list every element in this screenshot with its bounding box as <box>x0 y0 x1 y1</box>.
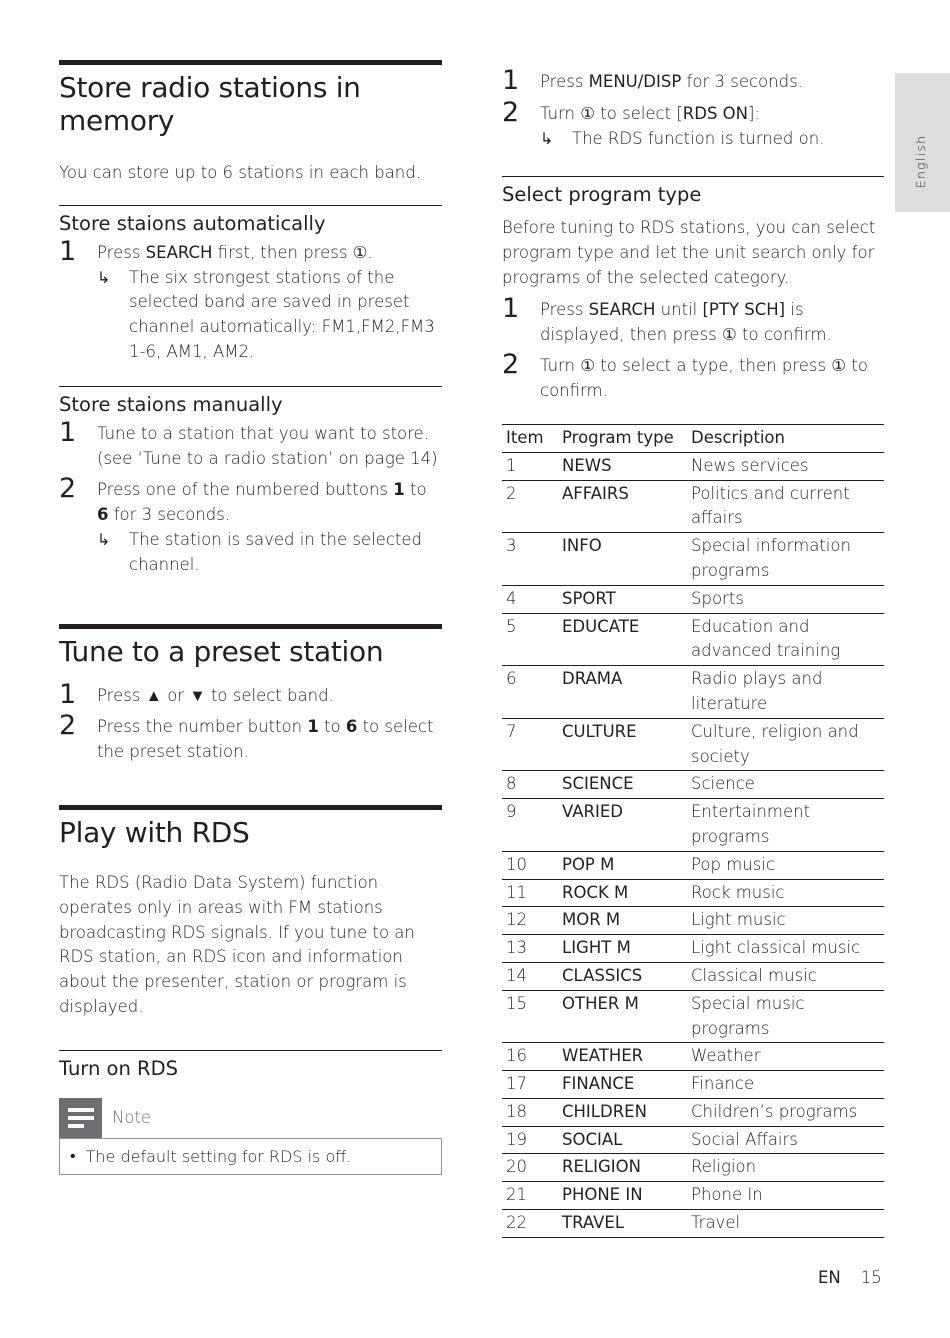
subsection-title-pty: Select program type <box>502 176 884 208</box>
cell-item: 5 <box>502 613 562 666</box>
table-row <box>502 851 884 879</box>
pty-intro: Before tuning to RDS stations, you can select program type and let the unit search only for programs of the selected category. <box>502 218 876 287</box>
cell-description: Culture, religion and society <box>691 718 884 771</box>
page-number: 15 <box>860 1268 882 1287</box>
cell-program-type: TRAVEL <box>562 1210 691 1238</box>
step-number: 1 <box>502 292 520 324</box>
step-number: 2 <box>502 349 520 381</box>
table-row <box>502 666 884 719</box>
cell-description: Radio plays and literature <box>691 666 884 719</box>
cell-item: 7 <box>502 718 562 771</box>
subsection-title-turnon: Turn on RDS <box>59 1050 442 1082</box>
right-column <box>502 65 884 1238</box>
table-row <box>502 771 884 799</box>
step-number: 2 <box>59 710 77 742</box>
cell-program-type: LIGHT M <box>562 935 691 963</box>
cell-item: 2 <box>502 480 562 533</box>
preset-step-1: 1 Press ▲ or ▼ to select band. <box>59 678 334 710</box>
table-row <box>502 962 884 990</box>
rds-intro: The RDS (Radio Data System) function operates only in areas with FM stations broadcasting RDS signals. If you tune to an RDS station, an RDS icon and information about the presenter, station or program is displayed. <box>59 872 415 1016</box>
table-row <box>502 533 884 586</box>
cell-program-type: DRAMA <box>562 666 691 719</box>
section-title-rds: Play with RDS <box>59 805 442 849</box>
cell-description: Science <box>691 771 884 799</box>
language-tab-label: English <box>914 134 928 188</box>
subsection-title-manual: Store staions manually <box>59 386 442 418</box>
cell-program-type: PHONE IN <box>562 1182 691 1210</box>
pty-step-1: 1 Press SEARCH until [PTY SCH] is displayed, then press ① to confirm. <box>502 292 832 344</box>
table-row <box>502 907 884 935</box>
cell-description: Special music programs <box>691 990 884 1043</box>
cell-item: 15 <box>502 990 562 1043</box>
step-number: 1 <box>59 235 77 267</box>
cell-item: 6 <box>502 666 562 719</box>
table-row <box>502 799 884 852</box>
program-type-table <box>502 424 884 1238</box>
note-box <box>59 1138 442 1175</box>
cell-item: 14 <box>502 962 562 990</box>
cell-program-type: SOCIAL <box>562 1126 691 1154</box>
table-row <box>502 990 884 1043</box>
step-number: 2 <box>502 96 520 128</box>
cell-program-type: OTHER M <box>562 990 691 1043</box>
cell-description: Education and advanced training <box>691 613 884 666</box>
cell-item: 9 <box>502 799 562 852</box>
cell-item: 22 <box>502 1210 562 1238</box>
table-row <box>502 935 884 963</box>
preset-step-2: 2 Press the number button 1 to 6 to select the preset station. <box>59 710 434 762</box>
pty-step-2: 2 Turn ① to select a type, then press ① to confirm. <box>502 349 868 401</box>
rds-step-2-result: ↳ The RDS function is turned on. <box>502 127 884 152</box>
cell-program-type: SCIENCE <box>562 771 691 799</box>
cell-program-type: INFO <box>562 533 691 586</box>
cell-description: Sports <box>691 585 884 613</box>
cell-program-type: CHILDREN <box>562 1098 691 1126</box>
cell-program-type: CLASSICS <box>562 962 691 990</box>
language-tab <box>895 73 950 212</box>
table-row <box>502 1071 884 1099</box>
table-row <box>502 1126 884 1154</box>
cell-program-type: EDUCATE <box>562 613 691 666</box>
step-number: 1 <box>59 416 77 448</box>
table-row <box>502 613 884 666</box>
cell-description: Special information programs <box>691 533 884 586</box>
cell-item: 10 <box>502 851 562 879</box>
cell-program-type: WEATHER <box>562 1043 691 1071</box>
cell-item: 19 <box>502 1126 562 1154</box>
menu-disp-key: MENU/DISP <box>588 72 682 91</box>
note-label: Note <box>112 1108 152 1128</box>
cell-item: 20 <box>502 1154 562 1182</box>
cell-description: Children’s programs <box>691 1098 884 1126</box>
cell-description: Entertainment programs <box>691 799 884 852</box>
note-text: The default setting for RDS is off. <box>85 1146 352 1166</box>
cell-item: 13 <box>502 935 562 963</box>
manual-step-2: 2 Press one of the numbered buttons 1 to 6 for 3 seconds. <box>59 473 427 525</box>
cell-description: Finance <box>691 1071 884 1099</box>
cell-description: Pop music <box>691 851 884 879</box>
footer-lang: EN <box>818 1268 841 1287</box>
header-description: Description <box>691 424 884 452</box>
table-row <box>502 1182 884 1210</box>
cell-program-type: ROCK M <box>562 879 691 907</box>
auto-step-1: 1 Press SEARCH first, then press ①. <box>59 235 373 267</box>
result-arrow-icon: ↳ <box>97 267 111 287</box>
cell-item: 3 <box>502 533 562 586</box>
section-title-preset: Tune to a preset station <box>59 624 442 668</box>
cell-program-type: AFFAIRS <box>562 480 691 533</box>
cell-description: Light classical music <box>691 935 884 963</box>
cell-item: 17 <box>502 1071 562 1099</box>
cell-program-type: MOR M <box>562 907 691 935</box>
table-row <box>502 1154 884 1182</box>
rds-on-key: RDS ON <box>682 103 748 123</box>
header-program-type: Program type <box>562 424 691 452</box>
cell-item: 1 <box>502 452 562 480</box>
cell-item: 21 <box>502 1182 562 1210</box>
cell-description: Weather <box>691 1043 884 1071</box>
left-column <box>59 60 442 1175</box>
table-row <box>502 452 884 480</box>
cell-description: Light music <box>691 907 884 935</box>
cell-program-type: VARIED <box>562 799 691 852</box>
cell-item: 16 <box>502 1043 562 1071</box>
cell-item: 12 <box>502 907 562 935</box>
auto-result: ↳ The six strongest stations of the selected band are saved in preset channel automatically: FM1,FM2,FM3 1-6, AM1, AM2. <box>97 267 435 361</box>
step-number: 1 <box>59 678 77 710</box>
table-header-row <box>502 424 884 452</box>
table-row <box>502 585 884 613</box>
pty-sch-key: [PTY SCH] <box>702 299 786 319</box>
cell-description: Social Affairs <box>691 1126 884 1154</box>
cell-description: Classical music <box>691 962 884 990</box>
search-key: SEARCH <box>145 242 213 262</box>
cell-description: Travel <box>691 1210 884 1238</box>
cell-item: 11 <box>502 879 562 907</box>
cell-description: News services <box>691 452 884 480</box>
cell-item: 8 <box>502 771 562 799</box>
cell-program-type: POP M <box>562 851 691 879</box>
note-header <box>59 1098 442 1138</box>
cell-program-type: FINANCE <box>562 1071 691 1099</box>
cell-program-type: SPORT <box>562 585 691 613</box>
table-row <box>502 1098 884 1126</box>
step-number: 2 <box>59 473 77 505</box>
note-icon <box>59 1098 102 1138</box>
cell-program-type: CULTURE <box>562 718 691 771</box>
cell-program-type: NEWS <box>562 452 691 480</box>
search-key: SEARCH <box>588 299 656 319</box>
cell-item: 18 <box>502 1098 562 1126</box>
manual-result: ↳ The station is saved in the selected channel. <box>97 529 422 574</box>
step-number: 1 <box>502 65 520 96</box>
section-title-store: Store radio stations in memory <box>59 60 442 137</box>
table-row <box>502 879 884 907</box>
store-intro: You can store up to 6 stations in each band. <box>59 163 421 182</box>
cell-program-type: RELIGION <box>562 1154 691 1182</box>
cell-description: Rock music <box>691 879 884 907</box>
cell-description: Politics and current affairs <box>691 480 884 533</box>
table-row <box>502 718 884 771</box>
table-row <box>502 1210 884 1238</box>
cell-description: Religion <box>691 1154 884 1182</box>
cell-description: Phone In <box>691 1182 884 1210</box>
rds-step-2: 2 Turn ① to select [RDS ON]: <box>502 96 760 128</box>
table-row <box>502 480 884 533</box>
cell-item: 4 <box>502 585 562 613</box>
subsection-title-auto: Store staions automatically <box>59 205 442 237</box>
result-arrow-icon: ↳ <box>97 529 111 549</box>
page-footer <box>818 1268 882 1287</box>
header-item: Item <box>502 424 562 452</box>
result-arrow-icon: ↳ <box>540 128 554 148</box>
rds-step-1: 1 Press MENU/DISP for 3 seconds. <box>502 65 803 96</box>
bullet-icon: • <box>70 1146 76 1166</box>
table-row <box>502 1043 884 1071</box>
manual-step-1: 1 Tune to a station that you want to store. (see ‘Tune to a radio station’ on page 14) <box>59 416 438 468</box>
